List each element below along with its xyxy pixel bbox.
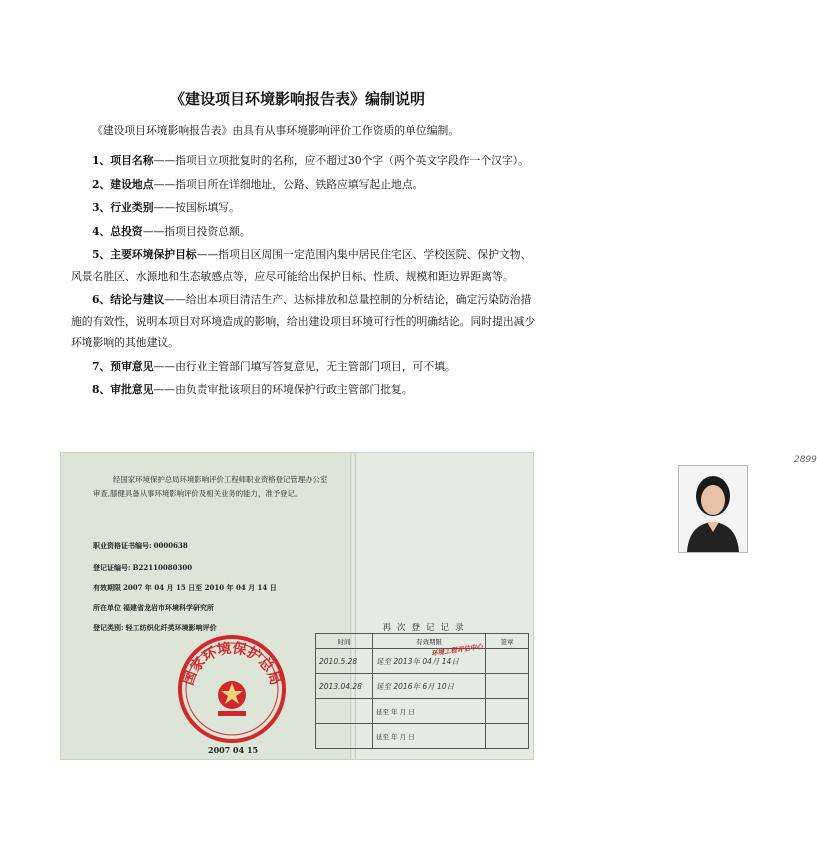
table-row: 2010.5.28 延至 2013年 04月 14日 环境工程评估中心 [316,649,529,674]
list-item: 8、审批意见——由负责审批该项目的环境保护行政主管部门批复。 [92,383,413,396]
table-row: 2013.04.28 延至 2016年 6月 10日 [316,674,529,699]
instruction-list [71,150,541,403]
portrait-photo [678,465,748,553]
validity-field: 有效期限 2007 年 04 月 15 日至 2010 年 04 月 14 日 [93,583,277,592]
page-title: 《建设项目环境影响报告表》编制说明 [169,90,425,108]
reg-number-field: 登记证编号: B22110080300 [93,563,193,572]
list-item: 6、结论与建议——给出本项目清洁生产、达标排放和总量控制的分析结论，确定污染防治措施的有效性，说明本项目对环境造成的影响，给出建设项目环境可行性的明确结论。同时提出减少环境影响的其他建议。 [71,293,536,349]
reg-record-title: 再次登记记录 [382,623,470,633]
intro-paragraph: 《建设项目环境影响报告表》由具有从事环境影响评价工作资质的单位编制。 [92,124,460,137]
handwritten-serial: 2899 [794,455,817,465]
certificate-photo [60,452,817,760]
list-item: 1、项目名称——指项目立项批复时的名称，应不超过30个字（两个英文字段作一个汉字）。 [92,154,529,167]
table-row: 延至 年 月 日 [316,699,529,724]
list-item: 5、主要环境保护目标——指项目区周围一定范围内集中居民住宅区、学校医院、保护文物、风景名胜区、水源地和生态敏感点等，应尽可能给出保护目标、性质、规模和距边界距离等。 [71,248,532,283]
list-item: 7、预审意见——由行业主管部门填写答复意见，无主管部门项目，可不填。 [92,359,456,373]
certificate-body: 经国家环境保护总局环境影响评价工程师职业资格登记管理办公室审查,膝健具备从事环境影响评价及相关业务的能力，准予登记。 [93,475,328,498]
reg-record-table: 时间 有效期限 签章 2010.5.28 延至 2013年 04月 14日 环境工程评估中心 2013.04.28 延至 2016年 6月 10日 延至 年 月 日 延至 年 月 日 [315,633,529,749]
cert-number-field: 职业资格证书编号: 0000638 [93,541,188,550]
renewal-stamp: 环境工程评估中心 [430,642,484,658]
category-field: 登记类别: 轻工纺织化纤类环境影响评价 [93,623,217,632]
official-seal [176,633,288,745]
issue-date: 2007 04 15 [208,745,259,755]
list-item: 3、行业类别——按国标填写。 [92,201,240,214]
certificate-left-page [61,453,350,759]
list-item: 4、总投资——指项目投资总额。 [92,224,251,238]
svg-text:国家环境保护总局: 国家环境保护总局 [180,640,284,688]
unit-field: 所在单位 福建省龙岩市环境科学研究所 [93,603,214,612]
table-row: 延至 年 月 日 [316,724,529,749]
list-item: 2、建设地点——指项目所在详细地址，公路、铁路应填写起止地点。 [92,177,424,191]
